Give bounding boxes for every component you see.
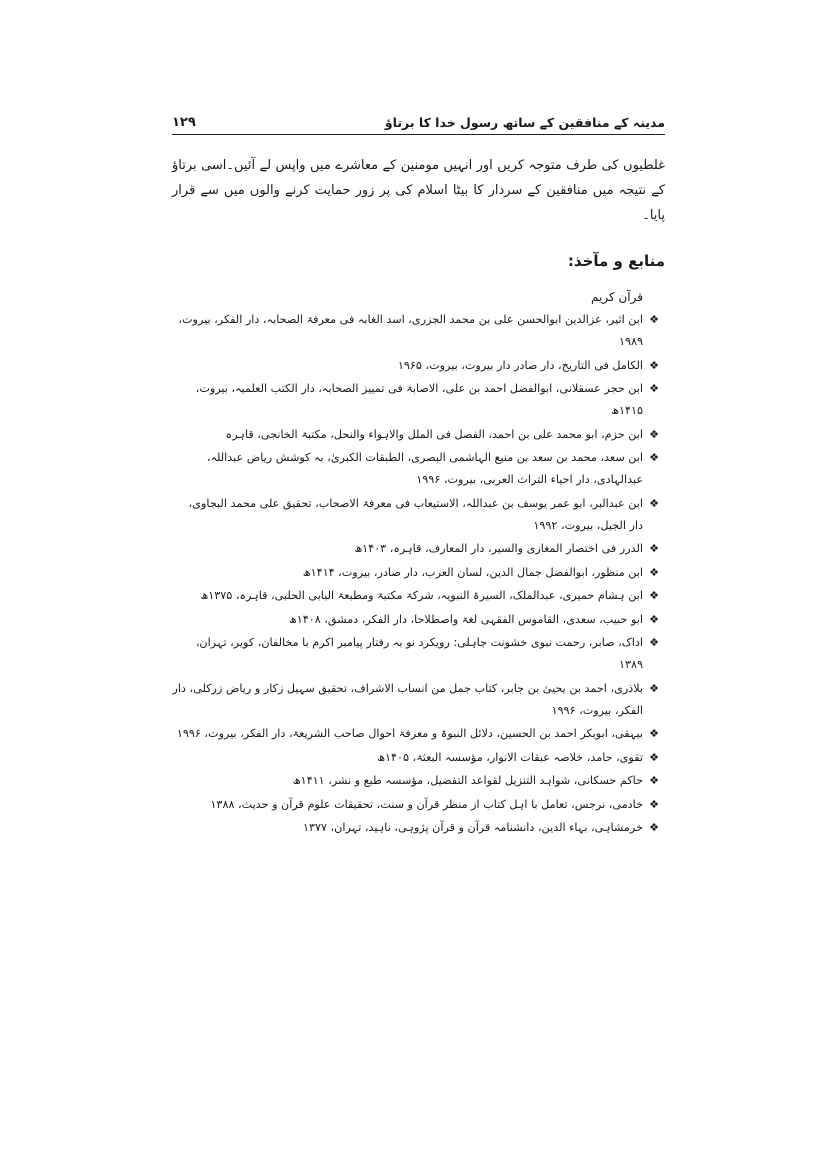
reference-text: ابو حبیب، سعدی، القاموس الفقہی لغۃ واصطلاحا، دار الفکر، دمشق، ۱۴۰۸ھ: [288, 612, 643, 626]
reference-item: [172, 355, 665, 377]
four-diamond-bullet-icon: ❖: [649, 451, 659, 464]
reference-text: تقوی، حامد، خلاصہ عبقات الانوار، مؤسسہ البعثۃ، ۱۴۰۵ھ: [377, 750, 643, 764]
document-page: [172, 108, 665, 841]
four-diamond-bullet-icon: ❖: [649, 750, 659, 764]
quran-entry: قرآن کریم: [591, 290, 643, 304]
body-paragraph: غلطیوں کی طرف متوجہ کریں اور انہیں مومنین کے معاشرے میں واپس لے آئیں۔اسی برتاؤ کے نتیجہ میں منافقین کے سردار کا بیٹا اسلام کی پر زور حمایت کرنے والوں میں سے قرار پایا۔: [172, 158, 665, 223]
reference-text: خادمی، نرجس، تعامل با اہل کتاب از منظر قرآن و سنت، تحقیقات علوم قرآن و حدیث، ۱۳۸۸: [210, 797, 643, 811]
four-diamond-bullet-icon: ❖: [649, 427, 659, 441]
reference-item: [172, 562, 665, 584]
reference-item: [172, 585, 665, 607]
reference-text: ابن حزم، ابو محمد علی بن احمد، الفصل فی الملل والاہواء والنحل، مکتبۃ الخانجی، قاہرہ: [225, 427, 643, 441]
four-diamond-bullet-icon: ❖: [649, 542, 659, 555]
reference-item: [172, 770, 665, 792]
four-diamond-bullet-icon: ❖: [649, 565, 659, 579]
page-number: ۱۲۹: [172, 115, 196, 130]
reference-item: [172, 609, 665, 631]
running-title: مدینہ کے منافقین کے ساتھ رسول خدا کا برتاؤ: [384, 115, 665, 130]
four-diamond-bullet-icon: ❖: [649, 681, 659, 695]
reference-text: الدرر فی اختصار المغازی والسیر، دار المعارف، قاہرہ، ۱۴۰۳ھ: [354, 542, 643, 555]
sources-heading: منابع و مآخذ:: [567, 252, 665, 270]
reference-item: [172, 678, 665, 722]
reference-list: [172, 309, 665, 839]
reference-item: [172, 538, 665, 560]
four-diamond-bullet-icon: ❖: [649, 774, 659, 787]
reference-text: ابن ہشام حمیری، عبدالملک، السیرۃ النبویہ، شرکۃ مکتبۃ ومطبعۃ البابی الحلبی، قاہرہ، ۱۳۷۵ھ: [200, 589, 643, 602]
four-diamond-bullet-icon: ❖: [649, 727, 659, 740]
four-diamond-bullet-icon: ❖: [649, 636, 659, 649]
four-diamond-bullet-icon: ❖: [649, 821, 659, 834]
reference-item: [172, 493, 665, 537]
four-diamond-bullet-icon: ❖: [649, 358, 659, 372]
reference-text: بلاذری، احمد بن یحییٰ بن جابر، کتاب جمل من انساب الاشراف، تحقیق سہیل زکار و ریاض زرکلی، دار الفکر، بیروت، ۱۹۹۶: [172, 681, 643, 717]
four-diamond-bullet-icon: ❖: [649, 612, 659, 626]
reference-text: ابن منظور، ابوالفضل جمال الدین، لسان العرب، دار صادر، بیروت، ۱۴۱۴ھ: [302, 565, 643, 579]
reference-item: [172, 747, 665, 769]
running-header: [172, 108, 665, 135]
reference-text: ابن اثیر، عزالدین ابوالحسن علی بن محمد الجزری، اسد الغابہ فی معرفۃ الصحابہ، دار الفکر، بیروت، ۱۹۸۹: [178, 313, 643, 348]
reference-item: [172, 632, 665, 676]
four-diamond-bullet-icon: ❖: [649, 313, 659, 326]
four-diamond-bullet-icon: ❖: [649, 589, 659, 602]
reference-item: [172, 794, 665, 816]
reference-text: ابن سعد، محمد بن سعد بن منیع الہاشمی البصری، الطبقات الکبریٰ، بہ کوشش ریاض عبداللہ، عبدالہادی، دار احیاء التراث العربی، بیروت، ۱۹۹۶: [206, 451, 643, 486]
reference-text: الکامل فی التاریخ، دار صادر دار بیروت، بیروت، ۱۹۶۵: [397, 358, 643, 372]
reference-text: خرمشاہی، بہاء الدین، دانشنامہ قرآن و قرآن پژوہی، ناہید، تہران، ۱۳۷۷: [302, 821, 643, 834]
reference-item: [172, 723, 665, 745]
reference-item: [172, 309, 665, 353]
reference-text: بیہقی، ابوبکر احمد بن الحسین، دلائل النبوۃ و معرفۃ احوال صاحب الشریعۃ، دار الفکر، بیروت، ۱۹۹۶: [176, 727, 643, 740]
reference-item: [172, 378, 665, 422]
reference-text: ابن حجر عسقلانی، ابوالفضل احمد بن علی، الاصابۃ فی تمییز الصحابہ، دار الکتب العلمیہ، بیروت، ۱۴۱۵ھ: [195, 382, 643, 417]
reference-item: [172, 424, 665, 446]
reference-text: اداک، صابر، رحمت نبوی خشونت جاہلی: رویکرد نو بہ رفتار پیامبر اکرم با مخالفان، کویر، تہران، ۱۳۸۹: [195, 636, 643, 671]
four-diamond-bullet-icon: ❖: [649, 797, 659, 811]
reference-text: حاکم حسکانی، شواہد التنزیل لقواعد التفضیل، مؤسسہ طبع و نشر، ۱۴۱۱ھ: [292, 774, 643, 787]
reference-text: ابن عبدالبر، ابو عمر یوسف بن عبداللہ، الاستیعاب فی معرفۃ الاصحاب، تحقیق علی محمد البجاوی، دار الجیل، بیروت، ۱۹۹۲: [188, 496, 643, 532]
four-diamond-bullet-icon: ❖: [649, 382, 659, 395]
four-diamond-bullet-icon: ❖: [649, 496, 659, 510]
reference-item: [172, 447, 665, 491]
reference-item: [172, 817, 665, 839]
